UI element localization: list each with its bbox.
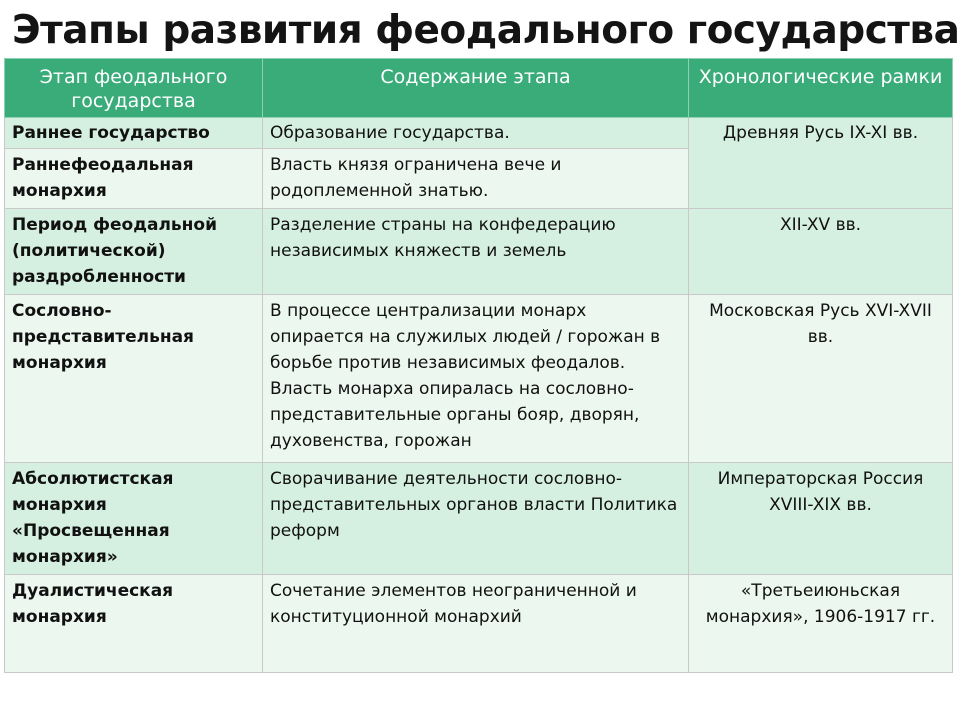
header-stage: Этап феодального государства [5, 59, 263, 118]
content-cell: В процессе централизации монарх опирается на служилых людей / горожан в борьбе против независимых феодалов. Власть монарха опиралась на сословно-представительные органы бояр, дворян, духовенства, горожан [263, 295, 689, 463]
period-cell: Древняя Русь IX-XI вв. [689, 118, 953, 209]
stage-cell: Дуалистическая монархия [5, 575, 263, 673]
table-row [5, 575, 953, 673]
header-period: Хронологические рамки [689, 59, 953, 118]
table-row [5, 463, 953, 575]
content-cell: Разделение страны на конфедерацию независимых княжеств и земель [263, 209, 689, 295]
stage-cell: Сословно-представительная монархия [5, 295, 263, 463]
header-content: Содержание этапа [263, 59, 689, 118]
slide-title: Этапы развития феодального государства [12, 8, 960, 53]
content-cell: Сочетание элементов неограниченной и конституционной монархий [263, 575, 689, 673]
period-cell: XII-XV вв. [689, 209, 953, 295]
content-cell: Власть князя ограничена вече и родоплеменной знатью. [263, 149, 689, 209]
period-cell: Московская Русь XVI-XVII вв. [689, 295, 953, 463]
period-cell: Императорская Россия XVIII-XIX вв. [689, 463, 953, 575]
stage-cell: Раннефеодальная монархия [5, 149, 263, 209]
table-header-row [5, 59, 953, 118]
table-row [5, 118, 953, 149]
content-cell: Сворачивание деятельности сословно-представительных органов власти Политика реформ [263, 463, 689, 575]
stage-cell: Раннее государство [5, 118, 263, 149]
table-row [5, 209, 953, 295]
stage-cell: Период феодальной (политической) раздробленности [5, 209, 263, 295]
stage-cell: Абсолютистская монархия «Просвещенная монархия» [5, 463, 263, 575]
table-row [5, 295, 953, 463]
content-cell: Образование государства. [263, 118, 689, 149]
period-cell: «Третьеиюньская монархия», 1906-1917 гг. [689, 575, 953, 673]
stages-table [4, 58, 953, 673]
